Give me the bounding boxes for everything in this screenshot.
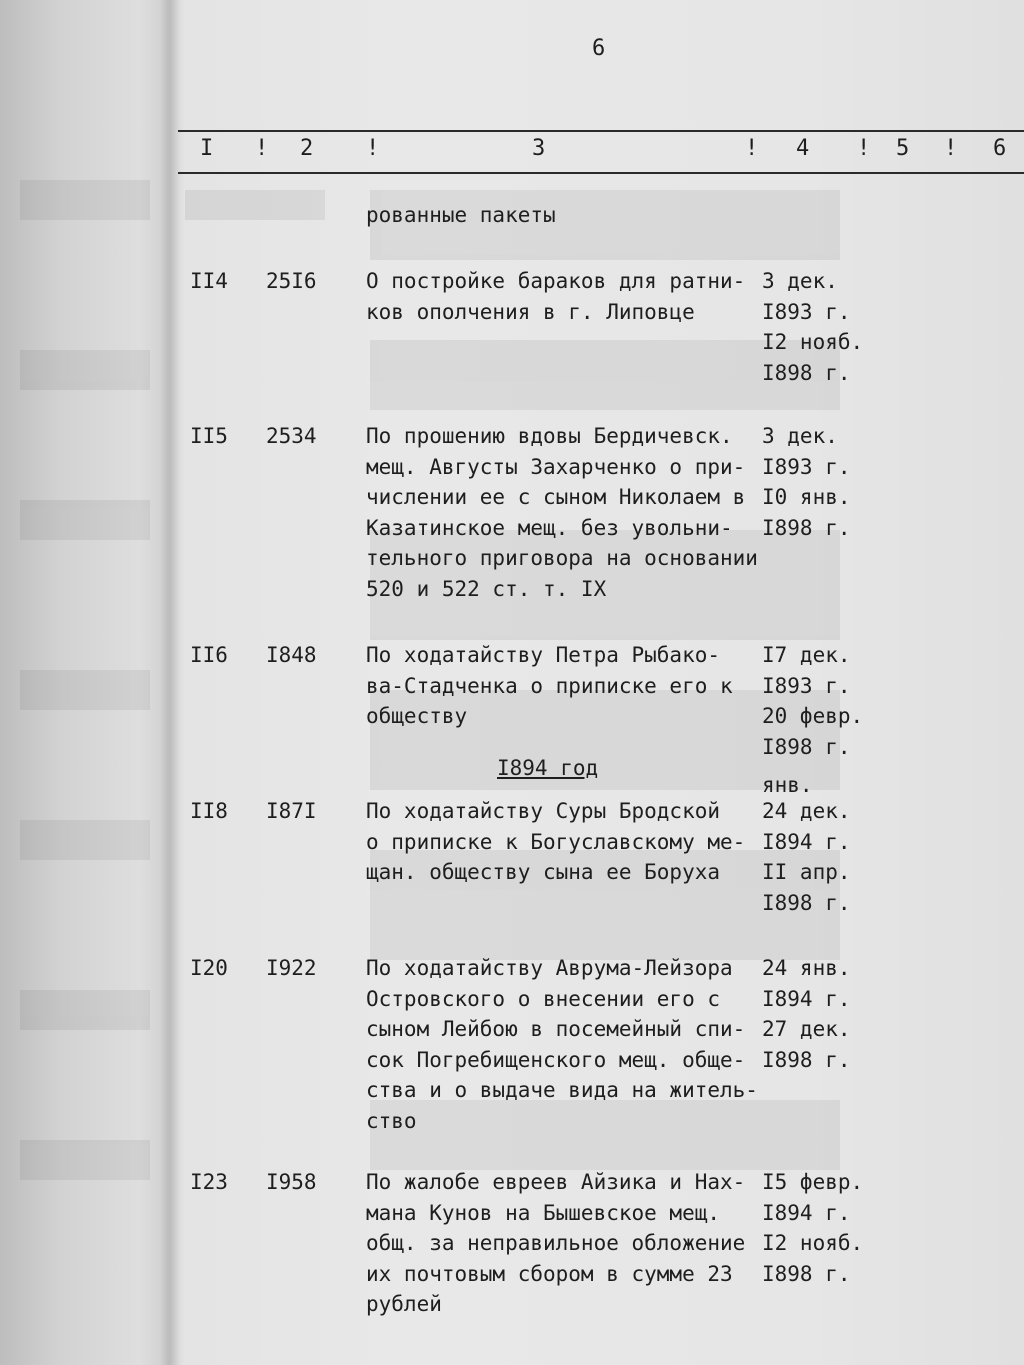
entry-fond: I87I — [266, 799, 317, 823]
entry-date: I5 февр. — [762, 1170, 864, 1194]
entry-fond: 2534 — [266, 424, 317, 448]
entry-date: I894 г. — [762, 829, 851, 854]
entry-date: I894 г. — [762, 986, 851, 1011]
header-col2: 2 — [300, 136, 314, 161]
header-sep4: ! — [857, 136, 871, 161]
entry-date: I2 нояб. — [762, 1231, 864, 1255]
entry-date: 24 дек. — [762, 799, 851, 823]
entry-text-line: мещ. Августы Захарченко о при- — [366, 454, 746, 479]
entry-description — [366, 640, 766, 732]
header-col4: 4 — [796, 136, 810, 161]
header-col3: 3 — [532, 136, 546, 161]
entry-description — [366, 796, 766, 888]
entry-date: I898 г. — [762, 360, 851, 385]
entry-date: I898 г. — [762, 1261, 851, 1286]
entry-text-line: 520 и 522 ст. т. IX — [366, 576, 607, 601]
header-sep5: ! — [944, 136, 958, 161]
entry-text-line: их почтовым сбором в сумме 23 — [366, 1261, 733, 1286]
entry-text-line: числении ее с сыном Николаем в — [366, 485, 746, 509]
entry-date: I7 дек. — [762, 643, 851, 667]
entry-number: II8 — [190, 799, 228, 823]
entry-description — [366, 1167, 766, 1320]
entry-number: II5 — [190, 424, 228, 448]
entry-dates — [762, 421, 851, 543]
entry-number: II6 — [190, 643, 228, 667]
entry-date: I2 нояб. — [762, 330, 864, 354]
entry-date: II апр. — [762, 860, 851, 884]
entry-fond: I958 — [266, 1170, 317, 1194]
entry-fond: I922 — [266, 956, 317, 980]
header-col6: 6 — [993, 136, 1007, 161]
entry-fond: 25I6 — [266, 269, 317, 293]
entry-dates — [762, 796, 851, 918]
entry-dates — [762, 1167, 863, 1289]
entry-date: I898 г. — [762, 734, 851, 759]
entry-fond: I848 — [266, 643, 317, 667]
entry-date: 24 янв. — [762, 956, 851, 980]
continuation-text: рованные пакеты — [366, 203, 556, 227]
entry-text-line: тельного приговора на основании — [366, 546, 758, 570]
entry-text-line: обществу — [366, 704, 468, 728]
entry-text-line: По ходатайству Аврума-Лейзора — [366, 956, 733, 980]
entry-text-line: О постройке бараков для ратни- — [366, 269, 746, 293]
entry-text-line: По жалобе евреев Айзика и Нах- — [366, 1170, 746, 1194]
entry-date: I898 г. — [762, 515, 851, 540]
header-sep2: ! — [366, 136, 380, 161]
entry-text-line: ков ополчения в г. Липовце — [366, 299, 695, 324]
entry-text-line: Казатинское мещ. без увольни- — [366, 515, 733, 540]
header-rule-bottom — [178, 172, 1024, 174]
entry-number: I23 — [190, 1170, 228, 1194]
entry-text-line: ство — [366, 1108, 417, 1133]
header-sep3: ! — [745, 136, 759, 161]
entry-text-line: общ. за неправильное обложение — [366, 1231, 746, 1255]
entry-date: I894 г. — [762, 1200, 851, 1225]
entry-text-line: сыном Лейбою в посемейный спи- — [366, 1017, 746, 1041]
entry-date: 3 дек. — [762, 424, 838, 448]
header-rule-top — [178, 130, 1024, 132]
entry-text-line: рублей — [366, 1292, 442, 1316]
header-col1: I — [200, 136, 214, 161]
entry-dates — [762, 266, 863, 388]
entry-date: I893 г. — [762, 299, 851, 324]
entry-text-line: По ходатайству Петра Рыбако- — [366, 643, 721, 667]
entry-text-line: ва-Стадченка о приписке его к — [366, 673, 733, 698]
page-number: 6 — [592, 36, 606, 61]
entry-text-line: ства и о выдаче вида на житель- — [366, 1078, 758, 1102]
entry-date: I0 янв. — [762, 485, 851, 509]
entry-number: II4 — [190, 269, 228, 293]
entry-date: 20 февр. — [762, 704, 864, 728]
entry-text-line: мана Кунов на Бышевское мещ. — [366, 1200, 721, 1225]
entry-text-line: По прошению вдовы Бердичевск. — [366, 424, 733, 448]
entry-date: I893 г. — [762, 673, 851, 698]
year-heading: I894 год — [497, 756, 599, 780]
entry-description — [366, 953, 766, 1136]
entry-date: I898 г. — [762, 1047, 851, 1072]
header-col5: 5 — [896, 136, 910, 161]
entry-date: 27 дек. — [762, 1017, 851, 1041]
entry-date: I898 г. — [762, 890, 851, 915]
entry-date: I893 г. — [762, 454, 851, 479]
header-sep1: ! — [255, 136, 269, 161]
entry-text-line: Островского о внесении его с — [366, 986, 721, 1011]
entry-text-line: щан. обществу сына ее Боруха — [366, 860, 721, 884]
entry-description — [366, 421, 766, 604]
entry-text-line: о приписке к Богуславскому ме- — [366, 829, 746, 854]
page-fold-shadow — [160, 0, 180, 1365]
overstrike-date: янв. — [762, 773, 813, 797]
entry-dates — [762, 953, 851, 1075]
entry-text-line: По ходатайству Суры Бродской — [366, 799, 721, 823]
entry-description — [366, 266, 766, 327]
entry-number: I20 — [190, 956, 228, 980]
entry-date: 3 дек. — [762, 269, 838, 293]
entry-text-line: сок Погребищенского мещ. обще- — [366, 1047, 746, 1072]
entry-dates — [762, 640, 863, 762]
